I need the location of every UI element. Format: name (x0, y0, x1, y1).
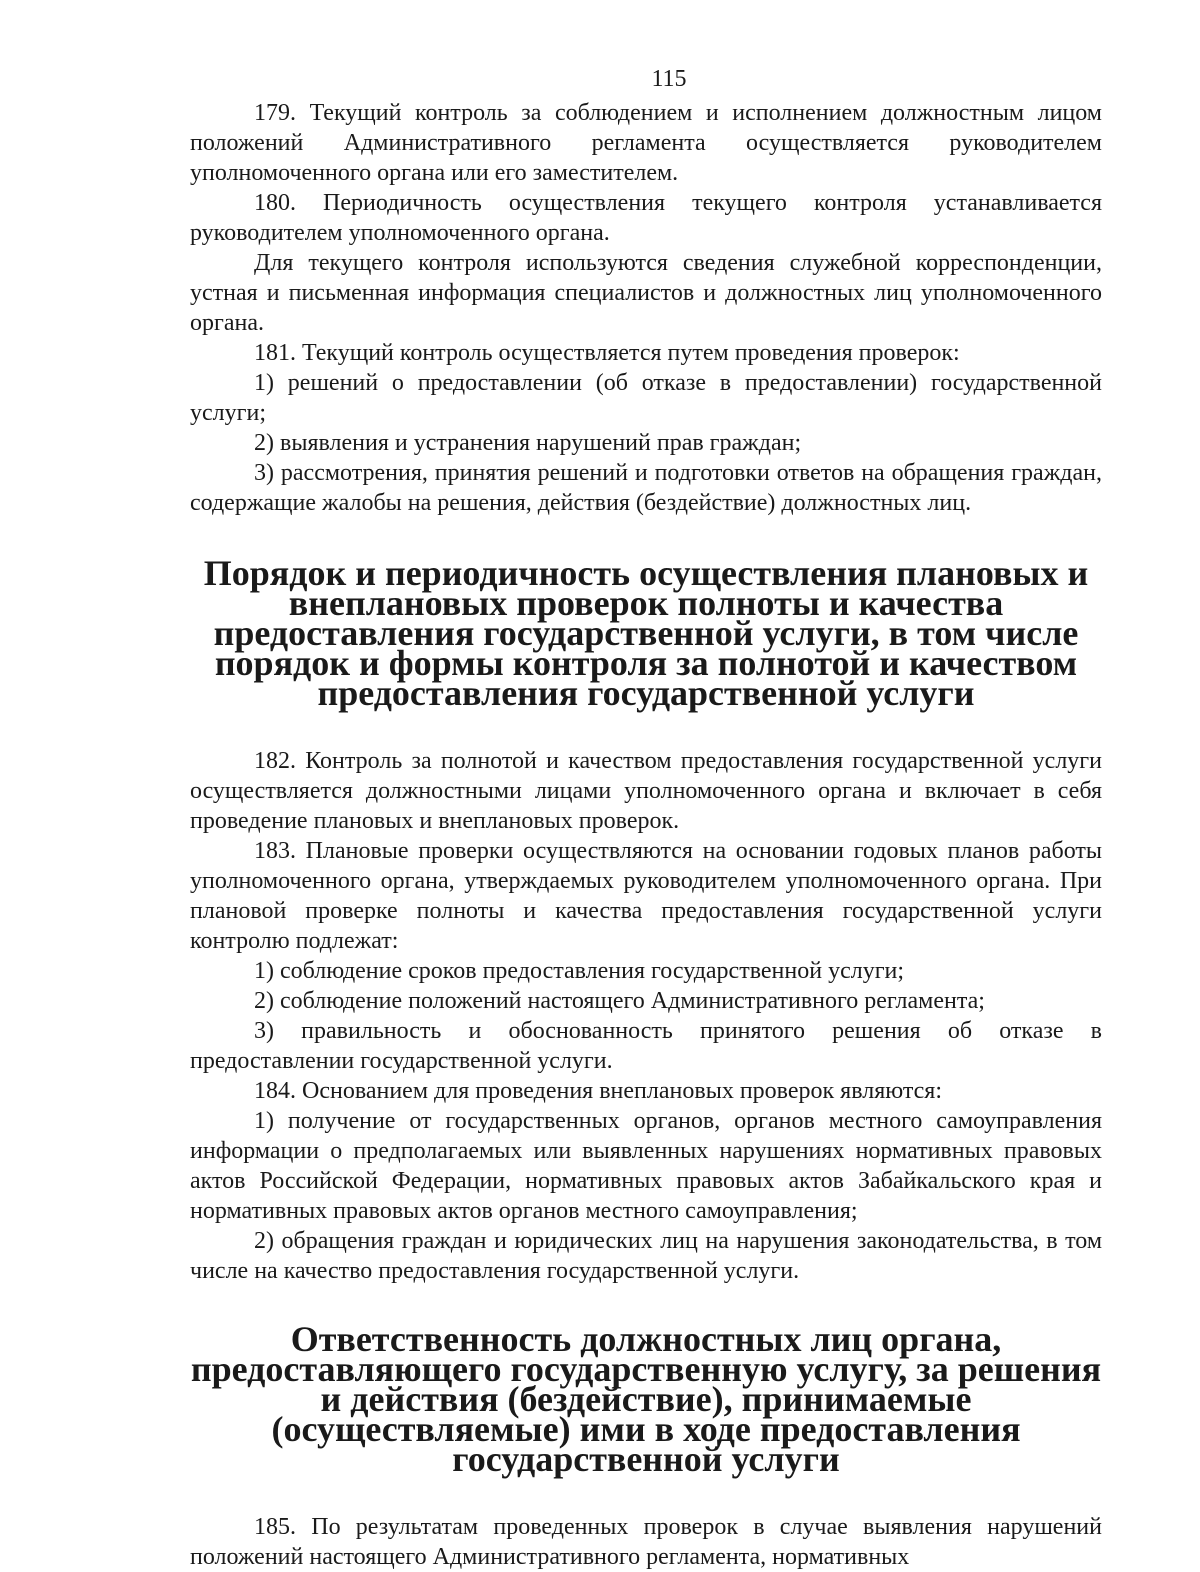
paragraph-185: 185. По результатам проведенных проверок в случае выявления нарушений положений настоящего Административного регламента, нормативных (190, 1514, 1102, 1570)
paragraph-183: 183. Плановые проверки осуществляются на основании годовых планов работы уполномоченного органа, утверждаемых руководителем уполномоченного органа. При плановой проверке полноты и качества предоставления государственной услуги контролю подлежат: (190, 838, 1102, 954)
list-item-183-1: 1) соблюдение сроков предоставления государственной услуги; (254, 958, 905, 984)
paragraph-184: 184. Основанием для проведения внеплановых проверок являются: (254, 1078, 942, 1104)
document-page (190, 64, 1102, 1572)
paragraph-control-sources: Для текущего контроля используются сведения служебной корреспонденции, устная и письменная информация специалистов и должностных лиц уполномоченного органа. (190, 250, 1102, 336)
paragraph-180: 180. Периодичность осуществления текущего контроля устанавливается руководителем уполномоченного органа. (190, 190, 1102, 246)
paragraph-179: 179. Текущий контроль за соблюдением и исполнением должностным лицом положений Административного регламента осуществляется руководителем уполномоченного органа или его заместителем. (190, 100, 1102, 186)
section-heading-responsibility: Ответственность должностных лиц органа, предоставляющего государственную услугу, за решения и действия (бездействие), принимаемые (осуществляемые) ими в ходе предоставления государственной услуги (190, 1319, 1102, 1479)
page-number: 115 (651, 66, 687, 92)
list-item-184-1: 1) получение от государственных органов, органов местного самоуправления информации о предполагаемых или выявленных нарушениях нормативных правовых актов Российской Федерации, нормативных правовых актов Забайкальского края и нормативных правовых актов органов местного самоуправления; (190, 1108, 1102, 1224)
list-item-181-3: 3) рассмотрения, принятия решений и подготовки ответов на обращения граждан, содержащие жалобы на решения, действия (бездействие) должностных лиц. (190, 460, 1102, 516)
section-heading-inspections: Порядок и периодичность осуществления плановых и внеплановых проверок полноты и качества предоставления государственной услуги, в том числе порядок и формы контроля за полнотой и качеством предоставления государственной услуги (203, 553, 1089, 713)
list-item-181-2: 2) выявления и устранения нарушений прав граждан; (254, 430, 802, 456)
list-item-181-1: 1) решений о предоставлении (об отказе в предоставлении) государственной услуги; (190, 370, 1102, 426)
list-item-183-2: 2) соблюдение положений настоящего Административного регламента; (254, 988, 985, 1014)
paragraph-181: 181. Текущий контроль осуществляется путем проведения проверок: (254, 340, 960, 366)
list-item-183-3: 3) правильность и обоснованность принятого решения об отказе в предоставлении государственной услуги. (190, 1018, 1102, 1074)
paragraph-182: 182. Контроль за полнотой и качеством предоставления государственной услуги осуществляется должностными лицами уполномоченного органа и включает в себя проведение плановых и внеплановых проверок. (190, 748, 1102, 834)
list-item-184-2: 2) обращения граждан и юридических лиц на нарушения законодательства, в том числе на качество предоставления государственной услуги. (190, 1228, 1102, 1284)
